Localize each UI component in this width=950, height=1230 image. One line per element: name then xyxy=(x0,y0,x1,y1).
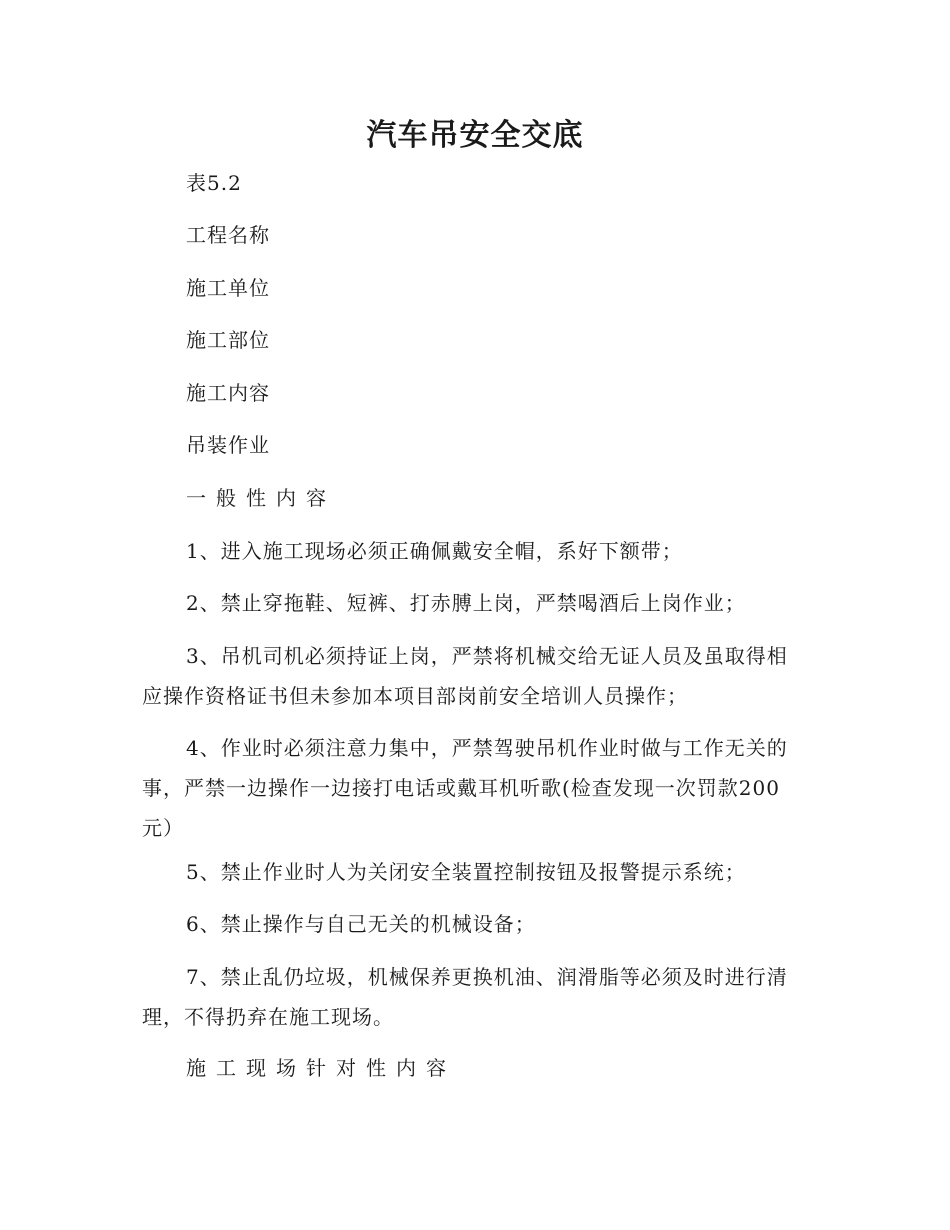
document-title: 汽车吊安全交底 xyxy=(366,118,584,153)
field-project-name: 工程名称 xyxy=(186,223,270,247)
table-number: 表5.2 xyxy=(186,171,242,195)
rule-item-2: 2、禁止穿拖鞋、短裤、打赤膊上岗，严禁喝酒后上岗作业； xyxy=(186,591,746,615)
field-construction-unit: 施工单位 xyxy=(186,276,270,300)
general-content-heading: 一般性内容 xyxy=(186,486,336,510)
rule-item-3: 3、吊机司机必须持证上岗，严禁将机械交给无证人员及虽取得相应操作资格证书但未参加本项目部岗前安全培训人员操作； xyxy=(142,644,788,708)
site-specific-heading: 施工现场针对性内容 xyxy=(186,1056,456,1080)
rule-item-7: 7、禁止乱仍垃圾，机械保养更换机油、润滑脂等必须及时进行清理，不得扔弃在施工现场。 xyxy=(142,965,788,1029)
field-construction-content: 施工内容 xyxy=(186,381,270,405)
rule-item-5: 5、禁止作业时人为关闭安全装置控制按钮及报警提示系统； xyxy=(186,860,746,884)
rule-item-6: 6、禁止操作与自己无关的机械设备； xyxy=(186,912,536,936)
rule-item-4: 4、作业时必须注意力集中，严禁驾驶吊机作业时做与工作无关的事，严禁一边操作一边接打电话或戴耳机听歌(检查发现一次罚款200元） xyxy=(142,736,788,840)
rule-item-1: 1、进入施工现场必须正确佩戴安全帽，系好下额带； xyxy=(186,539,683,563)
field-work-type: 吊装作业 xyxy=(186,433,270,457)
field-construction-part: 施工部位 xyxy=(186,328,270,352)
